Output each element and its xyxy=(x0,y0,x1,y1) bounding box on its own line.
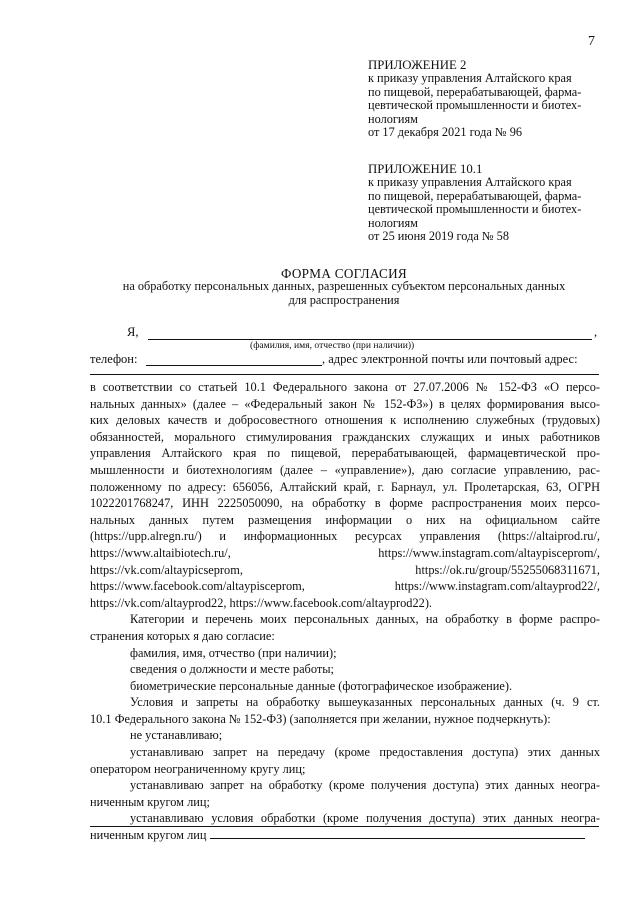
appendix-2-block xyxy=(368,59,600,139)
ya-label: Я, xyxy=(127,325,139,339)
body-line: https://www.facebook.com/altaypisceprom, https://www.instagram.com/altayprod22/, xyxy=(90,579,600,594)
category-item: фамилия, имя, отчество (при наличии); xyxy=(130,645,337,660)
body-line: в соответствии со статьей 10.1 Федерального закона от 27.07.2006 № 152-ФЗ «О персо- xyxy=(90,380,600,394)
body-line: (https://upp.alregn.ru/) и информационных ресурсах управления (https://altaiprod.ru/, xyxy=(90,529,600,544)
body-line: управления Алтайского края по пищевой, перерабатывающей, фармацевтической про- xyxy=(90,446,600,461)
body-line: положенному по адресу: 656056, Алтайский край, г. Барнаул, ул. Пролетарская, 63, ОГРН xyxy=(90,479,600,494)
body-line: нальных данных путем размещения информации о них на официальном сайте xyxy=(90,512,600,527)
appendix-10-title: ПРИЛОЖЕНИЕ 10.1 xyxy=(368,162,483,176)
appendix-2-line: к приказу управления Алтайского края xyxy=(368,71,572,86)
body-line: мышленности и биотехнологиям (далее – «управление»), даю согласие управлению, рас- xyxy=(90,462,600,477)
body-line: https://vk.com/altaypicseprom, https://ok.ru/group/55255068311671, xyxy=(90,562,600,577)
appendix-2-title: ПРИЛОЖЕНИЕ 2 xyxy=(368,58,467,72)
page-number: 7 xyxy=(588,34,595,49)
appendix-2-line: по пищевой, перерабатывающей, фарма- xyxy=(368,84,582,99)
phone-input-line[interactable] xyxy=(146,365,322,366)
option-ban-processing[interactable]: устанавливаю запрет на обработку (кроме получения доступа) этих данных неогра- xyxy=(130,778,600,793)
email-input-line[interactable] xyxy=(90,374,599,375)
body-line: https://vk.com/altayprod22, https://www.facebook.com/altayprod22). xyxy=(90,595,433,610)
categories-intro: Категории и перечень моих персональных данных, на обработку в форме распро- xyxy=(130,612,600,627)
form-subtitle: для распространения xyxy=(288,292,400,307)
option-set-conditions[interactable]: устанавливаю условия обработки (кроме получения доступа) этих данных неогра- xyxy=(130,811,600,826)
option-ban-processing-cont[interactable]: ниченным кругом лиц; xyxy=(90,794,210,809)
conditions-text: Условия и запреты на обработку вышеуказанных персональных данных (ч. 9 ст. xyxy=(130,695,600,710)
form-heading xyxy=(90,267,598,307)
conditions-text: 10.1 Федерального закона № 152-ФЗ) (заполняется при желании, нужное подчеркнуть): xyxy=(90,711,551,726)
category-item: сведения о должности и месте работы; xyxy=(130,662,334,677)
appendix-2-line: от 17 декабря 2021 года № 96 xyxy=(368,125,522,140)
fio-hint: (фамилия, имя, отчество (при наличии)) xyxy=(250,340,415,351)
appendix-2-line: нологиям xyxy=(368,111,418,126)
conditions-input-line-2[interactable] xyxy=(90,826,599,827)
option-none[interactable]: не устанавливаю; xyxy=(130,728,223,743)
appendix-10-line: нологиям xyxy=(368,215,418,230)
consent-body xyxy=(90,379,600,844)
ya-comma: , xyxy=(594,325,598,339)
phone-label: телефон: xyxy=(90,352,138,366)
category-item: биометрические персональные данные (фотографическое изображение). xyxy=(130,678,513,693)
appendix-10-line: от 25 июня 2019 года № 58 xyxy=(368,229,509,244)
option-ban-transfer-cont[interactable]: оператором неограниченному кругу лиц; xyxy=(90,761,306,776)
appendix-10-block xyxy=(368,163,600,243)
body-line: ких деловых качеств и добросовестного отношения к исполнению служебных (трудовых) xyxy=(90,413,600,428)
appendix-2-line: цевтической промышленности и биотех- xyxy=(368,98,582,113)
appendix-10-line: к приказу управления Алтайского края xyxy=(368,175,572,190)
form-title: ФОРМА СОГЛАСИЯ xyxy=(280,266,408,281)
option-set-conditions-text[interactable]: ниченным кругом лиц xyxy=(90,828,207,843)
body-line: обязанностей, морального стимулирования гражданских служащих и иных работников xyxy=(90,429,600,444)
body-line: нальных данных» (далее – «Федеральный закон № 152-ФЗ») в целях формирования высо- xyxy=(90,396,600,411)
categories-intro: странения которых я даю согласие: xyxy=(90,628,275,643)
option-ban-transfer[interactable]: устанавливаю запрет на передачу (кроме предоставления доступа) этих данных xyxy=(130,745,600,760)
email-label: , адрес электронной почты или почтовый адрес: xyxy=(322,352,578,366)
body-line: 1022201768247, ИНН 2225050090, на обработку в форме распространения моих персо- xyxy=(90,496,600,511)
appendix-10-line: цевтической промышленности и биотех- xyxy=(368,202,582,217)
form-subtitle: на обработку персональных данных, разрешенных субъектом персональных данных xyxy=(122,279,566,294)
option-set-conditions-cont xyxy=(90,827,600,844)
appendix-10-line: по пищевой, перерабатывающей, фарма- xyxy=(368,188,582,203)
body-line: https://www.altaibiotech.ru/, https://www.instagram.com/altaypisceprom/, xyxy=(90,545,600,560)
conditions-input-line[interactable] xyxy=(210,828,585,839)
